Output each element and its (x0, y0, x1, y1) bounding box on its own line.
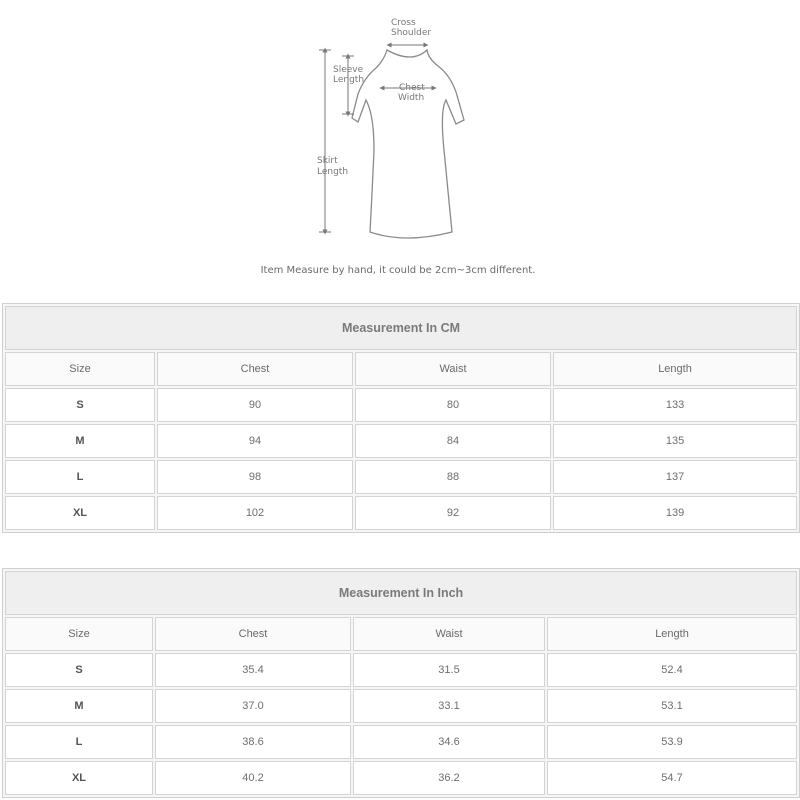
column-header-chest: Chest (157, 352, 353, 386)
size-cell: M (5, 424, 155, 458)
chest-cell: 90 (157, 388, 353, 422)
table-header-row (5, 617, 797, 651)
waist-cell: 88 (355, 460, 551, 494)
sleeve-length-label-2: Length (333, 75, 365, 85)
table-row (5, 689, 797, 723)
chest-cell: 37.0 (155, 689, 351, 723)
sleeve-length-label: Sleeve (333, 65, 364, 75)
measure-note: Item Measure by hand, it could be 2cm~3cm different. (260, 265, 536, 276)
length-cell: 52.4 (547, 653, 797, 687)
size-cell: L (5, 725, 153, 759)
skirt-length-label-2: Length (317, 167, 349, 177)
table-row (5, 424, 797, 458)
length-cell: 133 (553, 388, 797, 422)
waist-cell: 34.6 (353, 725, 545, 759)
waist-cell: 36.2 (353, 761, 545, 795)
length-cell: 137 (553, 460, 797, 494)
table-row (5, 653, 797, 687)
waist-cell: 33.1 (353, 689, 545, 723)
table-row (5, 460, 797, 494)
measurement-inch-table (2, 568, 800, 798)
chest-cell: 35.4 (155, 653, 351, 687)
column-header-waist: Waist (353, 617, 545, 651)
chest-cell: 94 (157, 424, 353, 458)
length-cell: 53.9 (547, 725, 797, 759)
chest-cell: 102 (157, 496, 353, 530)
column-header-waist: Waist (355, 352, 551, 386)
chest-cell: 38.6 (155, 725, 351, 759)
chest-cell: 40.2 (155, 761, 351, 795)
length-cell: 139 (553, 496, 797, 530)
dress-outline (352, 50, 464, 238)
waist-cell: 31.5 (353, 653, 545, 687)
size-cell: XL (5, 761, 153, 795)
waist-cell: 92 (355, 496, 551, 530)
waist-cell: 80 (355, 388, 551, 422)
column-header-length: Length (547, 617, 797, 651)
column-header-length: Length (553, 352, 797, 386)
table-title: Measurement In Inch (5, 571, 797, 615)
length-cell: 53.1 (547, 689, 797, 723)
table-header-row (5, 352, 797, 386)
measurement-cm-table (2, 303, 800, 533)
waist-cell: 84 (355, 424, 551, 458)
cross-shoulder-label: Cross (391, 18, 416, 28)
skirt-length-label: Skirt (317, 156, 338, 166)
size-cell: M (5, 689, 153, 723)
table-row (5, 496, 797, 530)
chest-width-label-2: Width (398, 93, 425, 103)
column-header-size: Size (5, 617, 153, 651)
cross-shoulder-label-2: Shoulder (391, 28, 432, 38)
chest-width-label: Chest (399, 83, 425, 93)
size-cell: S (5, 388, 155, 422)
table-title: Measurement In CM (5, 306, 797, 350)
table-row (5, 725, 797, 759)
table-row (5, 761, 797, 795)
column-header-chest: Chest (155, 617, 351, 651)
size-cell: L (5, 460, 155, 494)
length-cell: 135 (553, 424, 797, 458)
dress-measurement-diagram (0, 0, 800, 290)
column-header-size: Size (5, 352, 155, 386)
chest-cell: 98 (157, 460, 353, 494)
size-cell: XL (5, 496, 155, 530)
size-cell: S (5, 653, 153, 687)
length-cell: 54.7 (547, 761, 797, 795)
table-row (5, 388, 797, 422)
